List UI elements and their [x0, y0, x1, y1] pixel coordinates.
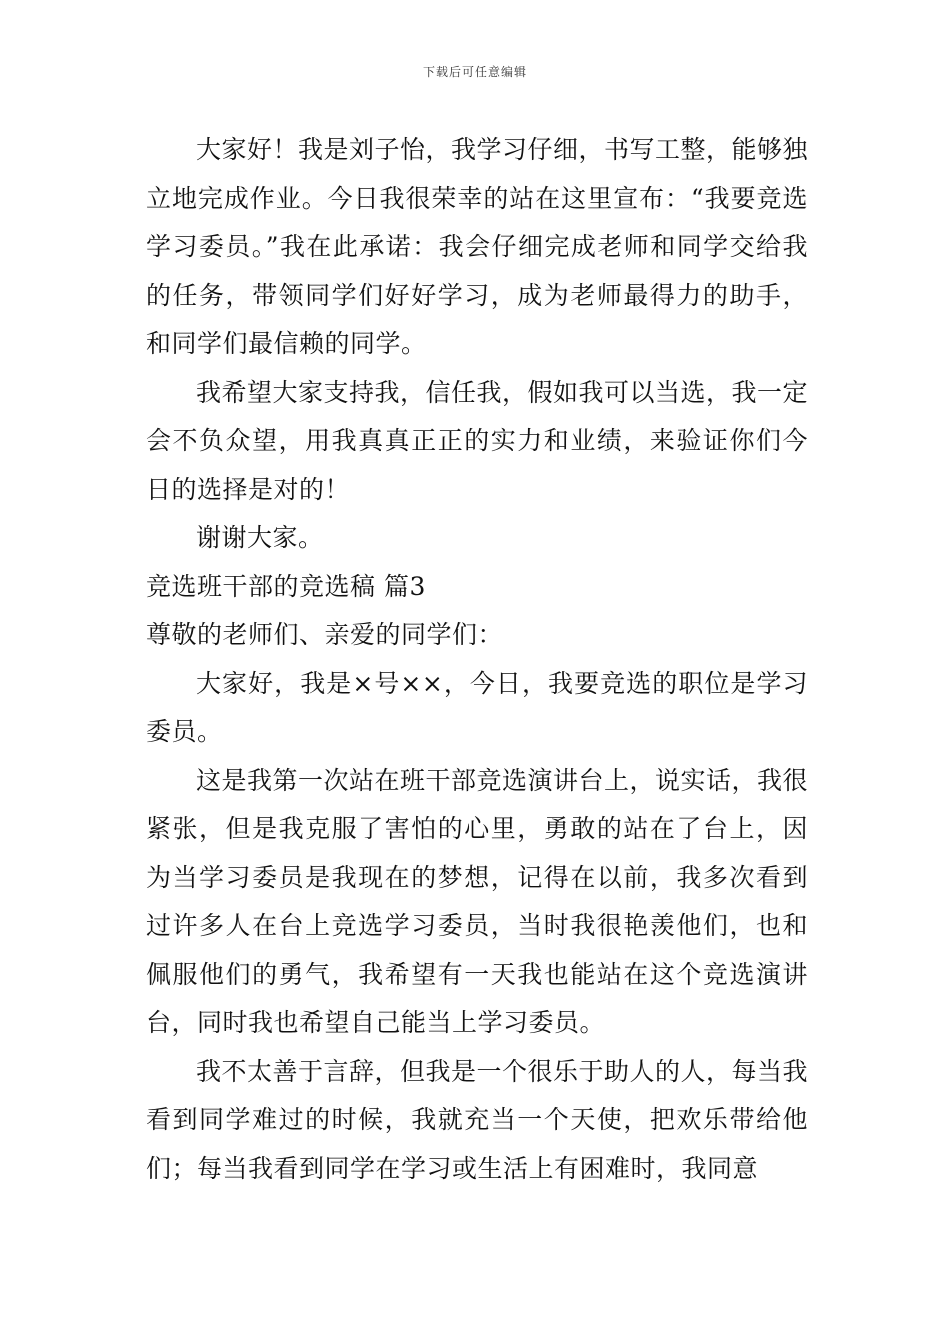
paragraph-intro: 大家好！我是刘子怡，我学习仔细，书写工整，能够独立地完成作业。今日我很荣幸的站在这里宣布：“我要竞选学习委员。”我在此承诺：我会仔细完成老师和同学交给我的任务，带领同学们好好学习，成为老师最得力的助手，和同学们最信赖的同学。 [146, 135, 809, 358]
paragraph-thanks: 谢谢大家。 [196, 523, 324, 552]
page-header-note: 下载后可任意编辑 [422, 65, 527, 79]
document-body [146, 126, 808, 1193]
paragraph-hope: 我希望大家支持我，信任我，假如我可以当选，我一定会不负众望，用我真真正正的实力和业绩，来验证你们今日的选择是对的！ [146, 377, 809, 504]
paragraph-first-time: 这是我第一次站在班干部竞选演讲台上，说实话，我很紧张，但是我克服了害怕的心里，勇敢的站在了台上，因为当学习委员是我现在的梦想，记得在以前，我多次看到过许多人在台上竞选学习委员，当时我很艳羡他们，也和佩服他们的勇气，我希望有一天我也能站在这个竞选演讲台，同时我也希望自己能当上学习委员。 [146, 765, 809, 1037]
paragraph-greeting: 大家好，我是×号××，今日，我要竞选的职位是学习委员。 [146, 668, 808, 746]
paragraph-helpful: 我不太善于言辞，但我是一个很乐于助人的人，每当我看到同学难过的时候，我就充当一个天使，把欢乐带给他们；每当我看到同学在学习或生活上有困难时，我同意 [146, 1056, 809, 1183]
salutation: 尊敬的老师们、亲爱的同学们： [146, 620, 504, 649]
section-heading: 竞选班干部的竞选稿 篇3 [146, 571, 426, 601]
